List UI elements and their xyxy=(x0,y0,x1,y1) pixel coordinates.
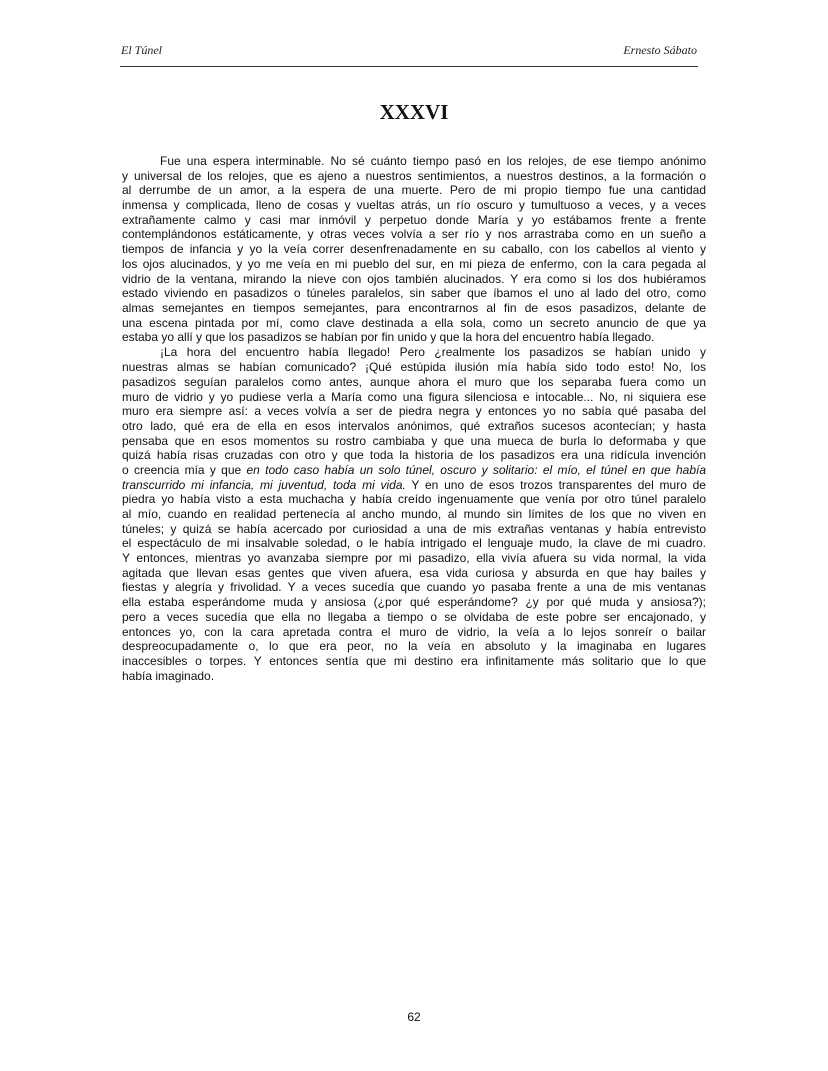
text-segment: Fue una espera interminable. No sé cuánto tiempo pasó en los relojes, de ese tiempo anónimo xyxy=(160,154,706,168)
text-segment: despreocupadamente o, lo que era peor, no la veía en absoluto y la imaginaba en lugares xyxy=(122,639,706,654)
header-rule xyxy=(120,66,698,67)
text-segment: ella estaba esperándome muda y ansiosa (¿por qué esperándome? ¿y por qué muda y ansiosa?); xyxy=(122,595,706,610)
chapter-body xyxy=(122,154,706,683)
text-line xyxy=(122,330,706,345)
italic-text: transcurrido mi infancia, mi juventud, toda mi vida. xyxy=(122,477,406,492)
text-line xyxy=(122,390,706,405)
text-segment: almas semejantes en tiempos semejantes, para encontrarnos al fin de esos pasadizos, delante de xyxy=(122,300,706,315)
text-line xyxy=(122,610,706,625)
text-segment: Y entonces, mientras yo avanzaba siempre por mi pasadizo, ella vivía afuera su vida normal, la vida xyxy=(122,551,706,566)
running-header-author: Ernesto Sábato xyxy=(623,43,697,57)
text-line xyxy=(122,566,706,581)
text-segment: nuestras almas se habían comunicado? ¡Qué estúpida ilusión mía había sido todo esto! No, los xyxy=(122,360,706,375)
text-line xyxy=(122,169,706,184)
text-segment: al derrumbe de un amor, a la espera de una muerte. Pero de mi propio tiempo fue una cantidad xyxy=(122,183,706,198)
text-line xyxy=(122,463,706,478)
running-header-book-title: El Túnel xyxy=(121,43,162,57)
text-segment: y universal de los relojes, que es ajeno a nuestros sentimientos, a nuestros destinos, a la formación o xyxy=(122,168,706,183)
text-line xyxy=(122,257,706,272)
italic-text: en todo caso había un solo túnel, oscuro y solitario: el mío, el túnel en que había xyxy=(246,462,707,477)
text-segment: túneles; y quizá se había acercado por curiosidad a una de mis extrañas ventanas y había entrevisto xyxy=(122,521,706,536)
text-line xyxy=(122,345,706,360)
text-segment: pero a veces sucedía que ella no llegaba a tiempo o se olvidaba de este pobre ser encajonado, y xyxy=(122,609,706,624)
text-segment: estado viviendo en pasadizos o túneles paralelos, sin saber que íbamos el uno al lado del otro, como xyxy=(122,286,706,301)
text-line xyxy=(122,213,706,228)
text-line xyxy=(122,227,706,242)
text-line xyxy=(122,522,706,537)
text-line xyxy=(122,507,706,522)
text-segment: había imaginado. xyxy=(122,668,215,683)
text-segment: agitada que llevan esas gentes que viven afuera, esa vida curiosa y absurda en que hay bailes y xyxy=(122,565,706,580)
text-segment: fiestas y alegría y frivolidad. Y a veces sucedía que cuando yo pasaba frente a una de mis ventanas xyxy=(122,580,706,595)
text-line xyxy=(122,536,706,551)
text-segment: al mío, cuando en realidad pertenecía al ancho mundo, al mundo sin límites de los que no viven en xyxy=(122,507,706,521)
chapter-title: XXXVI xyxy=(379,100,449,124)
text-segment: pasadizos seguían paralelos como antes, aunque ahora el muro que los separaba fuera como un xyxy=(122,374,706,389)
text-line xyxy=(122,404,706,419)
text-segment: inmensa y complicada, lleno de cosas y vueltas atrás, un río oscuro y tumultuoso a veces, y a veces xyxy=(122,198,706,213)
text-line xyxy=(122,492,706,507)
text-line xyxy=(122,183,706,198)
text-line xyxy=(122,580,706,595)
text-segment: quizá había risas cruzadas con otro y que toda la historia de los pasadizos era una ridícula invención xyxy=(122,448,706,463)
paragraph xyxy=(122,345,706,683)
text-segment: extrañamente calmo y casi mar inmóvil y perpetuo donde María y yo estábamos frente a frente xyxy=(122,212,706,227)
text-line xyxy=(122,654,706,669)
text-segment: o creencia mía y que xyxy=(122,462,247,477)
text-line xyxy=(122,478,706,493)
text-segment: tiempos de infancia y yo la veía correr desenfrenadamente en su caballo, con los cabellos al viento y xyxy=(122,242,706,257)
text-line xyxy=(122,154,706,169)
text-line xyxy=(122,669,706,684)
text-segment: Y en uno de esos trozos transparentes del muro de xyxy=(405,477,706,492)
text-line xyxy=(122,301,706,316)
text-line xyxy=(122,286,706,301)
text-line xyxy=(122,242,706,257)
text-line xyxy=(122,595,706,610)
text-segment: muro era siempre así: a veces volvía a ser de piedra negra y entonces yo no sabía qué pasaba del xyxy=(122,404,706,419)
text-line xyxy=(122,448,706,463)
text-line xyxy=(122,434,706,449)
page-number: 62 xyxy=(407,1010,421,1024)
text-segment: piedra yo había visto a esta muchacha y había creído ingenuamente que venía por otro túnel paralelo xyxy=(122,492,706,507)
text-segment: contemplándonos estáticamente, y otras veces volvía a ser río y nos arrastraba como en un sueño a xyxy=(122,227,706,242)
text-line xyxy=(122,375,706,390)
text-line xyxy=(122,360,706,375)
text-segment: los ojos alucinados, y yo me veía en mi pueblo del sur, en mi pieza de enfermo, con la cara pegada al xyxy=(122,256,706,271)
text-line xyxy=(122,625,706,640)
text-segment: pensaba que en esos momentos su rostro cambiaba y que una mueca de burla lo deformaba y que xyxy=(122,433,706,448)
text-segment: otro lado, qué era de ella en esos intervalos anónimos, qué extraños sucesos acontecían; y hasta xyxy=(122,418,706,433)
text-line xyxy=(122,551,706,566)
text-line xyxy=(122,419,706,434)
text-segment: entonces yo, con la cara apretada contra el muro de vidrio, la veía a lo lejos sonreír o bailar xyxy=(122,624,706,639)
text-segment: vidrio de la ventana, mirando la nieve con ojos también alucinados. Y era como si los dos hubiéramos xyxy=(122,271,706,286)
text-segment: muro de vidrio y yo pudiese verla a María como una figura silenciosa e intocable... No, ni siquiera ese xyxy=(122,389,706,404)
text-segment: estaba yo allí y que los pasadizos se habían por fin unido y que la hora del encuentro había llegado. xyxy=(122,330,655,345)
text-line xyxy=(122,639,706,654)
text-line xyxy=(122,272,706,287)
text-segment: ¡La hora del encuentro había llegado! Pero ¿realmente los pasadizos se habían unido y xyxy=(160,345,706,360)
paragraph xyxy=(122,154,706,345)
text-segment: el espectáculo de mi insalvable soledad, o le había intrigado el lenguaje mudo, la clave de mi cuadro. xyxy=(122,536,706,551)
text-line xyxy=(122,316,706,331)
text-segment: inaccesibles o torpes. Y entonces sentía que mi destino era infinitamente más solitario que lo que xyxy=(122,653,706,668)
text-segment: una escena pintada por mí, como clave destinada a ella sola, como un secreto anuncio de que ya xyxy=(122,315,706,330)
text-line xyxy=(122,198,706,213)
